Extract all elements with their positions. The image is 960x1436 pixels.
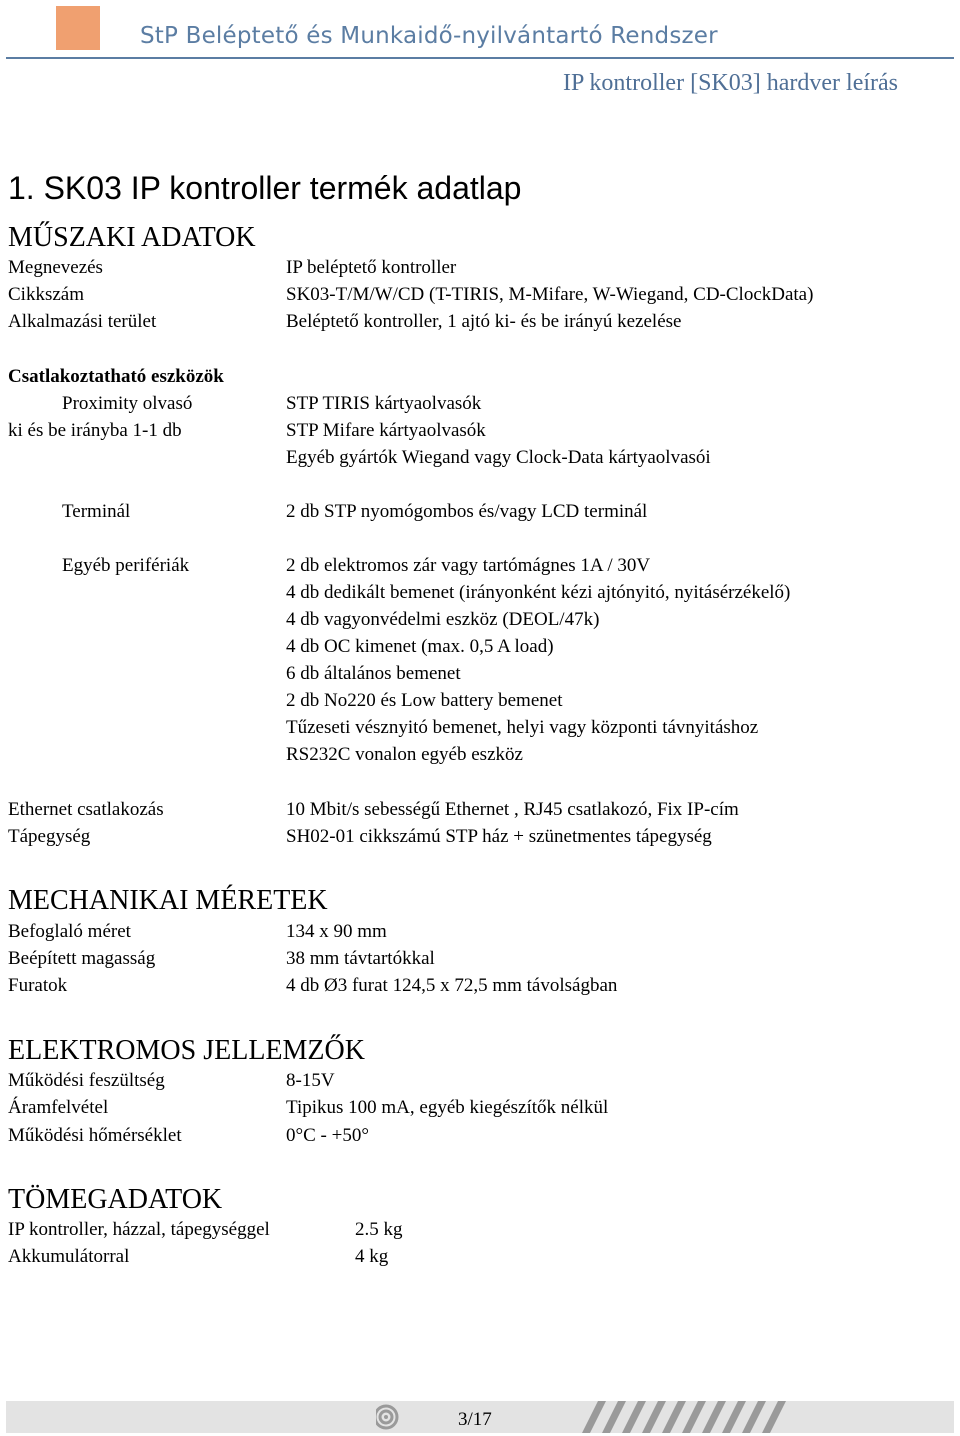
row-value: 0°C - +50° <box>286 1125 369 1146</box>
row-label: IP kontroller, házzal, tápegységgel <box>8 1219 270 1240</box>
row-label: Beépített magasság <box>8 948 156 969</box>
row-value: 8-15V <box>286 1070 335 1091</box>
row-value: 4 db Ø3 furat 124,5 x 72,5 mm távolságban <box>286 975 618 996</box>
section-heading-muszaki: MŰSZAKI ADATOK <box>8 222 256 253</box>
periferia-label: Egyéb perifériák <box>62 555 190 576</box>
row-value: SK03-T/M/W/CD (T-TIRIS, M-Mifare, W-Wiegand, CD-ClockData) <box>286 284 814 305</box>
periferia-value: 4 db vagyonvédelmi eszköz (DEOL/47k) <box>286 609 600 630</box>
proximity-value: STP TIRIS kártyaolvasók <box>286 393 482 414</box>
page-number: 3/17 <box>458 1409 492 1430</box>
ethernet-label: Ethernet csatlakozás <box>8 799 164 820</box>
periferia-value: 6 db általános bemenet <box>286 663 461 684</box>
row-value: 2.5 kg <box>355 1219 403 1240</box>
terminal-label: Terminál <box>62 501 131 522</box>
proximity-label: Proximity olvasó <box>62 393 193 414</box>
row-label: Megnevezés <box>8 257 103 278</box>
periferia-value: RS232C vonalon egyéb eszköz <box>286 744 523 765</box>
row-value: IP beléptető kontroller <box>286 257 457 278</box>
header-divider <box>6 57 954 59</box>
row-value: 4 kg <box>355 1246 389 1267</box>
periferia-value: 4 db dedikált bemenet (irányonként kézi ajtónyitó, nyitásérzékelő) <box>286 582 791 603</box>
row-value: Beléptető kontroller, 1 ajtó ki- és be irányú kezelése <box>286 311 682 332</box>
periferia-value: 2 db No220 és Low battery bemenet <box>286 690 563 711</box>
periferia-value: 4 db OC kimenet (max. 0,5 A load) <box>286 636 554 657</box>
row-label: Furatok <box>8 975 68 996</box>
row-value: 134 x 90 mm <box>286 921 387 942</box>
ethernet-value: 10 Mbit/s sebességű Ethernet , RJ45 csatlakozó, Fix IP-cím <box>286 799 739 820</box>
row-label: Áramfelvétel <box>8 1097 109 1118</box>
section-heading-mechanikai: MECHANIKAI MÉRETEK <box>8 885 328 916</box>
tapegyseg-value: SH02-01 cikkszámú STP ház + szünetmentes tápegység <box>286 826 712 847</box>
proximity-value: STP Mifare kártyaolvasók <box>286 420 486 441</box>
header-title: StP Beléptető és Munkaidő-nyilvántartó Rendszer <box>140 23 718 49</box>
row-label: Működési feszültség <box>8 1070 165 1091</box>
row-label: Cikkszám <box>8 284 84 305</box>
row-value: Tipikus 100 mA, egyéb kiegészítők nélkül <box>286 1097 609 1118</box>
tapegyseg-label: Tápegység <box>8 826 91 847</box>
row-value: 38 mm távtartókkal <box>286 948 435 969</box>
row-label: Alkalmazási terület <box>8 311 157 332</box>
footer-stripes-decoration <box>572 1401 792 1433</box>
periferia-value: 2 db elektromos zár vagy tartómágnes 1A / 30V <box>286 555 651 576</box>
section-heading-elektromos: ELEKTROMOS JELLEMZŐK <box>8 1035 365 1066</box>
row-label: Működési hőmérséklet <box>8 1125 182 1146</box>
proximity-label-direction: ki és be irányba 1-1 db <box>8 420 182 441</box>
page-title: 1. SK03 IP kontroller termék adatlap <box>8 170 522 206</box>
company-logo-icon <box>360 1403 404 1431</box>
section-heading-tomeg: TÖMEGADATOK <box>8 1184 223 1215</box>
periferia-value: Tűzeseti vésznyitó bemenet, helyi vagy központi távnyitáshoz <box>286 717 759 738</box>
row-label: Befoglaló méret <box>8 921 131 942</box>
header-logo-square <box>56 6 100 50</box>
subheading-csatlakoztathato: Csatlakoztatható eszközök <box>8 366 224 387</box>
header-subtitle: IP kontroller [SK03] hardver leírás <box>562 70 898 96</box>
row-label: Akkumulátorral <box>8 1246 130 1267</box>
proximity-value: Egyéb gyártók Wiegand vagy Clock-Data kártyaolvasói <box>286 447 711 468</box>
terminal-value: 2 db STP nyomógombos és/vagy LCD terminál <box>286 501 648 522</box>
